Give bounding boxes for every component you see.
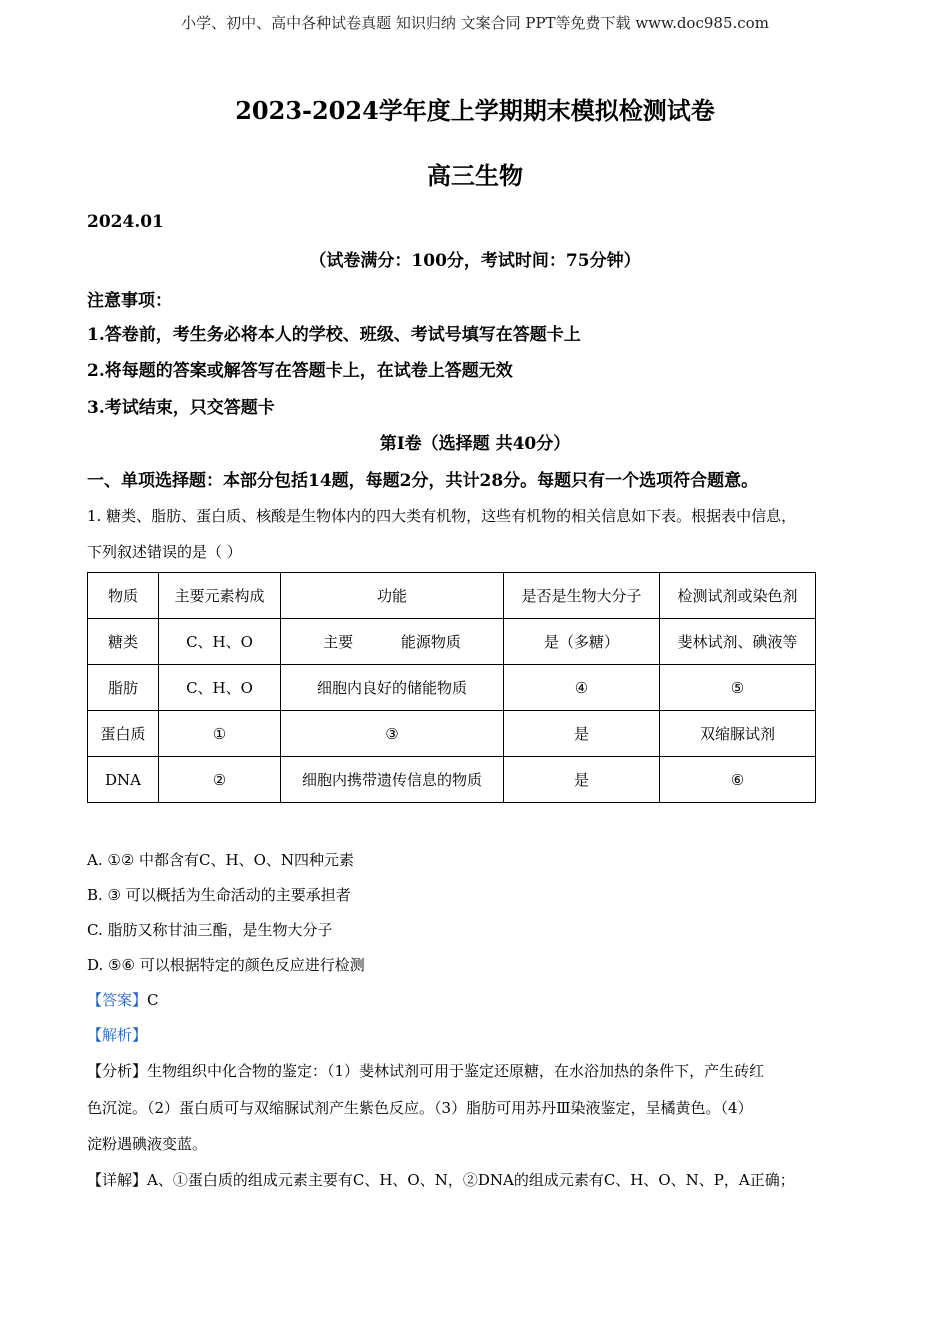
part-title: 第Ⅰ卷（选择题 共40分）: [379, 434, 571, 454]
xiangjie-label: 【详解】: [87, 1171, 148, 1189]
note-item: 1.答卷前，考生务必将本人的学校、班级、考试号填写在答题卡上: [87, 325, 581, 345]
table-cell: DNA: [88, 757, 159, 803]
info-table: [87, 572, 816, 803]
table-cell: 脂肪: [88, 665, 159, 711]
table-cell: 是: [504, 757, 660, 803]
table-cell: ②: [159, 757, 281, 803]
table-header-cell: 是否是生物大分子: [504, 573, 660, 619]
table-cell: ⑥: [660, 757, 816, 803]
table-cell: 糖类: [88, 619, 159, 665]
table-cell: 是: [504, 711, 660, 757]
table-cell: 主要 能源物质: [281, 619, 504, 665]
fenxi-label: 【分析】: [87, 1062, 148, 1080]
answer-value: C: [147, 991, 159, 1009]
table-cell: 斐林试剂、碘液等: [660, 619, 816, 665]
question-stem-line: 1. 糖类、脂肪、蛋白质、核酸是生物体内的四大类有机物，这些有机物的相关信息如下表。根据表中信息，: [87, 507, 797, 525]
table-header-cell: 主要元素构成: [159, 573, 281, 619]
exam-meta: （试卷满分：100分，考试时间：75分钟）: [309, 251, 641, 271]
table-cell: ①: [159, 711, 281, 757]
option-a: A. ①② 中都含有C、H、O、N四种元素: [87, 851, 355, 869]
xiangjie-line: [87, 1169, 795, 1190]
exam-subtitle: 高三生物: [427, 161, 523, 190]
table-cell: 是（多糖）: [504, 619, 660, 665]
table-row: [88, 711, 816, 757]
table-row: [88, 619, 816, 665]
table-cell: ⑤: [660, 665, 816, 711]
option-c: C. 脂肪又称甘油三酯，是生物大分子: [87, 921, 333, 939]
table-header-cell: 功能: [281, 573, 504, 619]
page-header: 小学、初中、高中各种试卷真题 知识归纳 文案合同 PPT等免费下载 www.doc985.com: [181, 14, 769, 32]
table-cell: ④: [504, 665, 660, 711]
table-row: [88, 665, 816, 711]
fenxi-line: [87, 1060, 764, 1081]
table-cell: 细胞内携带遗传信息的物质: [281, 757, 504, 803]
table-cell: ③: [281, 711, 504, 757]
question-stem-line: 下列叙述错误的是（ ）: [87, 543, 242, 561]
table-cell: 细胞内良好的储能物质: [281, 665, 504, 711]
table-header-cell: 物质: [88, 573, 159, 619]
note-item: 2.将每题的答案或解答写在答题卡上，在试卷上答题无效: [87, 361, 513, 381]
note-item: 3.考试结束，只交答题卡: [87, 398, 275, 418]
fenxi-line: 淀粉遇碘液变蓝。: [87, 1135, 208, 1153]
section-heading: 一、单项选择题：本部分包括14题，每题2分，共计28分。每题只有一个选项符合题意。: [87, 471, 759, 491]
exam-date: 2024.01: [87, 212, 164, 232]
option-b: B. ③ 可以概括为生命活动的主要承担者: [87, 886, 351, 904]
answer-line: [87, 989, 159, 1010]
table-row: [88, 757, 816, 803]
table-cell: 双缩脲试剂: [660, 711, 816, 757]
notes-heading: 注意事项：: [87, 291, 172, 311]
table-cell: 蛋白质: [88, 711, 159, 757]
table-header-row: [88, 573, 816, 619]
analysis-label: 【解析】: [87, 1026, 148, 1044]
table-header-cell: 检测试剂或染色剂: [660, 573, 816, 619]
fenxi-line: 色沉淀。（2）蛋白质可与双缩脲试剂产生紫色反应。（3）脂肪可用苏丹Ⅲ染液鉴定，呈橘黄色。（4）: [87, 1099, 753, 1117]
table-cell: C、H、O: [159, 665, 281, 711]
xiangjie-text: A、①蛋白质的组成元素主要有C、H、O、N，②DNA的组成元素有C、H、O、N、P，A正确；: [147, 1171, 795, 1189]
option-d: D. ⑤⑥ 可以根据特定的颜色反应进行检测: [87, 956, 365, 974]
fenxi-text: 生物组织中化合物的鉴定：（1）斐林试剂可用于鉴定还原糖，在水浴加热的条件下，产生砖红: [147, 1062, 765, 1080]
table-cell: C、H、O: [159, 619, 281, 665]
answer-label: 【答案】: [87, 991, 148, 1009]
exam-title: 2023-2024学年度上学期期末模拟检测试卷: [235, 96, 715, 125]
